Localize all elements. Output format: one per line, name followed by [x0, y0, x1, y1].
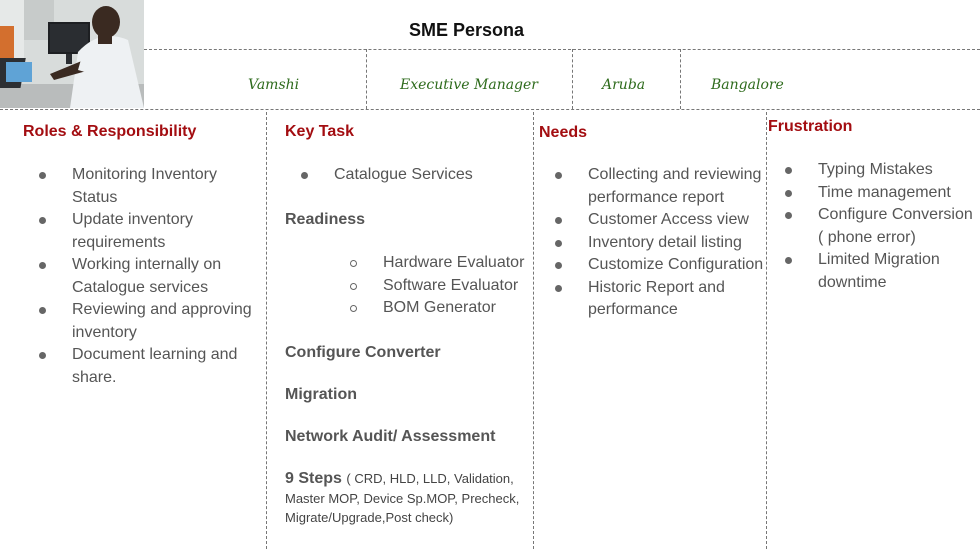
list-item: Customize Configuration	[588, 254, 764, 277]
column-divider-2	[533, 112, 534, 549]
list-item: Limited Migration downtime	[818, 249, 976, 294]
list-item: Update inventory requirements	[72, 209, 262, 254]
persona-location: Bangalore	[711, 77, 784, 93]
bullet-icon	[301, 172, 308, 179]
needs-list	[588, 164, 764, 322]
bullet-icon	[39, 217, 46, 224]
frustration-heading: Frustration	[768, 118, 853, 135]
info-divider-1	[366, 49, 367, 109]
frustration-list	[818, 159, 976, 294]
list-item: Typing Mistakes	[818, 159, 976, 182]
list-item: Catalogue Services	[334, 164, 530, 187]
bullet-icon	[555, 262, 562, 269]
column-divider-3	[766, 112, 767, 549]
migration-heading: Migration	[285, 386, 357, 403]
list-item: Hardware Evaluator	[383, 252, 533, 275]
persona-photo	[0, 0, 144, 108]
header-bottom-divider	[0, 109, 980, 110]
list-item: Software Evaluator	[383, 275, 533, 298]
column-divider-1	[266, 112, 267, 549]
bullet-icon	[39, 352, 46, 359]
readiness-list	[383, 252, 533, 320]
person-at-desk-image	[0, 0, 144, 108]
header-top-divider	[144, 49, 980, 50]
circle-bullet-icon	[350, 260, 357, 267]
readiness-heading: Readiness	[285, 211, 366, 228]
list-item: Customer Access view	[588, 209, 764, 232]
configure-converter-heading: Configure Converter	[285, 344, 441, 361]
list-item: Configure Conversion ( phone error)	[818, 204, 976, 249]
list-item: Historic Report and performance	[588, 277, 764, 322]
nine-steps-detail: ( CRD, HLD, LLD, Validation, Master MOP, Device Sp.MOP, Precheck, Migrate/Upgrade,Post check)	[285, 471, 520, 525]
persona-role: Executive Manager	[400, 77, 538, 93]
page-title: SME Persona	[409, 20, 525, 40]
list-item: Reviewing and approving inventory	[72, 299, 262, 344]
bullet-icon	[39, 262, 46, 269]
bullet-icon	[785, 167, 792, 174]
circle-bullet-icon	[350, 305, 357, 312]
list-item: Document learning and share.	[72, 344, 262, 389]
key-task-list	[334, 164, 530, 187]
info-divider-3	[680, 49, 681, 109]
nine-steps-title: 9 Steps	[285, 470, 342, 487]
bullet-icon	[555, 285, 562, 292]
list-item: Monitoring Inventory Status	[72, 164, 262, 209]
list-item: BOM Generator	[383, 297, 533, 320]
nine-steps-block	[285, 469, 533, 528]
bullet-icon	[555, 172, 562, 179]
needs-heading: Needs	[539, 124, 588, 141]
key-task-heading: Key Task	[285, 123, 355, 140]
persona-name: Vamshi	[248, 77, 300, 93]
bullet-icon	[39, 307, 46, 314]
list-item: Time management	[818, 182, 976, 205]
bullet-icon	[39, 172, 46, 179]
roles-heading: Roles & Responsibility	[23, 123, 197, 140]
bullet-icon	[555, 217, 562, 224]
list-item: Working internally on Catalogue services	[72, 254, 262, 299]
info-divider-2	[572, 49, 573, 109]
list-item: Collecting and reviewing performance report	[588, 164, 764, 209]
bullet-icon	[785, 257, 792, 264]
persona-company: Aruba	[602, 77, 646, 93]
network-audit-heading: Network Audit/ Assessment	[285, 428, 496, 445]
bullet-icon	[555, 240, 562, 247]
circle-bullet-icon	[350, 283, 357, 290]
list-item: Inventory detail listing	[588, 232, 764, 255]
bullet-icon	[785, 190, 792, 197]
bullet-icon	[785, 212, 792, 219]
roles-list	[72, 164, 262, 389]
